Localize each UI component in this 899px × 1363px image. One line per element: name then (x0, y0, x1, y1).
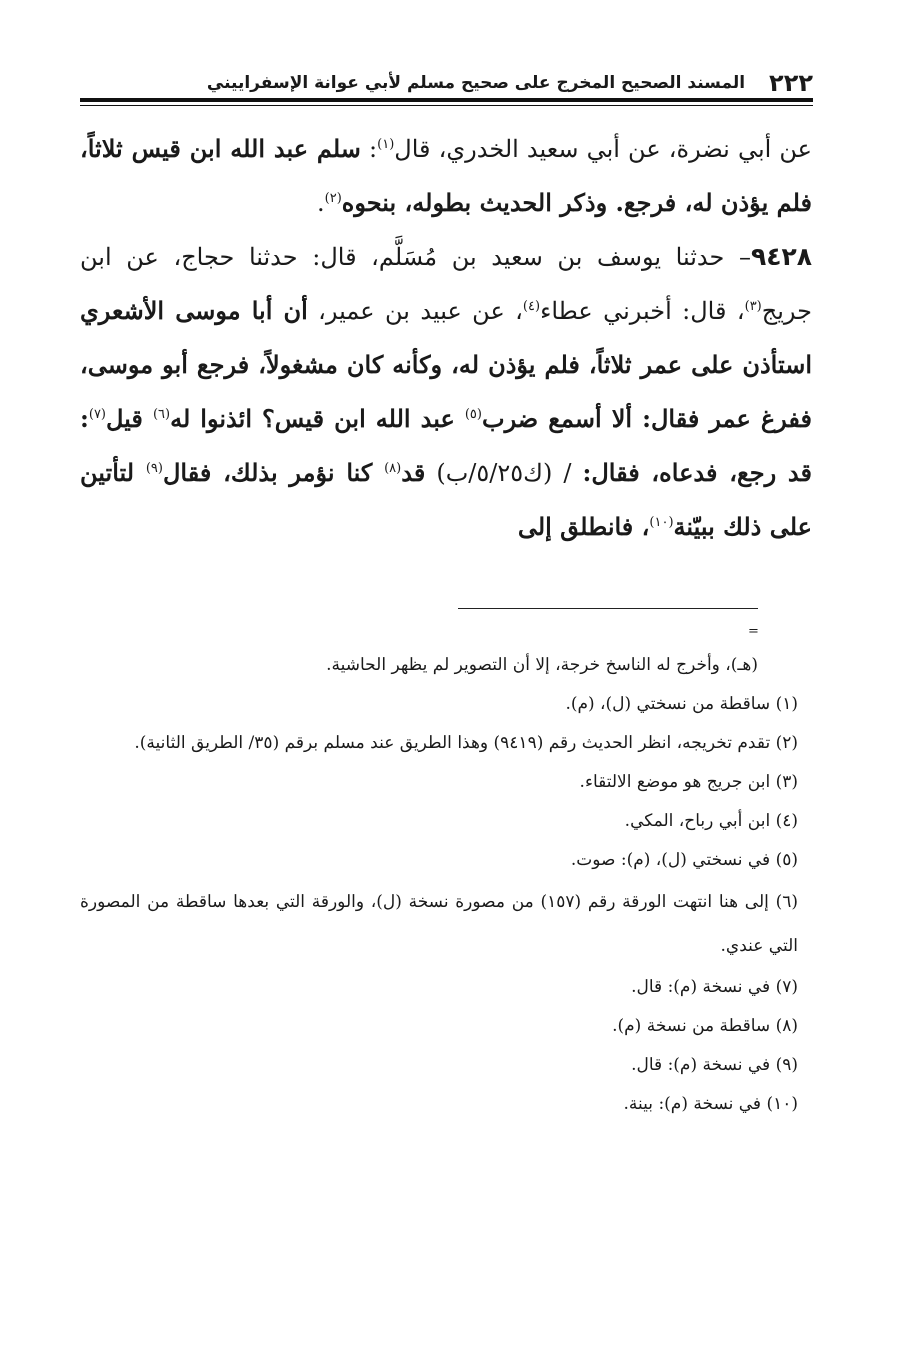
matn-text: كنا نؤمر بذلك، فقال (162, 458, 385, 487)
footnote-item: (٩) في نسخة (م): قال. (631, 1055, 798, 1075)
paragraph-continuation (80, 122, 812, 230)
footnote-item: (٣) ابن جريج هو موضع الالتقاء. (579, 772, 798, 792)
text-run: عن أبي نضرة، عن أبي سعيد الخدري، قال (394, 135, 813, 163)
text-run: . (317, 189, 325, 217)
footnote-item: (٧) في نسخة (م): قال. (631, 977, 798, 997)
isnad-text: ، قال: أخبرني عطاء (540, 297, 745, 325)
text-run: : (360, 135, 378, 163)
matn-text: قيل (106, 404, 153, 433)
isnad-text: ، عن عبيد بن عمير، (307, 297, 523, 325)
header-rule-thin (80, 105, 813, 106)
footnote-ref: (١) (377, 137, 395, 152)
matn-text: عبد الله ابن قيس؟ ائذنوا له (170, 404, 465, 433)
matn-text: : قد رجع، فدعاه، فقال: (80, 404, 812, 487)
footnote-item: (١٠) في نسخة (م): بينة. (623, 1094, 798, 1114)
footnote-ref: (٣) (744, 299, 762, 314)
hadith-text: سلم عبد الله ابن قيس ثلاثاً، فلم يؤذن له، فرجع. وذكر الحديث بطوله، بنحوه (80, 134, 812, 217)
footnote-ref: (٧) (88, 407, 106, 422)
continuation-mark: = (748, 624, 759, 639)
footnote-separator (458, 608, 758, 609)
footnote-ref: (٥) (464, 407, 482, 422)
matn-text: لتأتين على ذلك ببيّنة (80, 458, 812, 541)
hadith-number: ٩٤٢٨ (750, 242, 812, 271)
matn-text: أن أبا موسى الأشعري استأذن على عمر ثلاثاً، فلم يؤذن له، وكأنه كان مشغولاً، فرجع أبو موسى، ففرغ عمر فقال: ألا أسمع ضرب (80, 296, 813, 433)
footnote-item: (٥) في نسختي (ل)، (م): صوت. (570, 850, 798, 870)
footnote-item: (٦) إلى هنا انتهت الورقة رقم (١٥٧) من مصورة نسخة (ل)، والورقة التي بعدها ساقطة من المصورة التي عندي. (80, 892, 798, 956)
footnote-ref: (٤) (522, 299, 541, 314)
running-header (80, 66, 813, 98)
footnote-item: (٤) ابن أبي رباح، المكي. (624, 811, 798, 831)
footnote-ref: (٨) (384, 461, 402, 476)
book-title: المسند الصحيح المخرج على صحيح مسلم لأبي عوانة الإسفراييني (206, 73, 746, 93)
hadith-9428 (80, 230, 812, 554)
footnote-ref: (١٠) (649, 515, 674, 530)
footnote-item: (٨) ساقطة من نسخة (م). (612, 1016, 798, 1036)
footnote-ref: (٦) (152, 407, 171, 422)
page-number: ٢٢٢ (769, 69, 813, 97)
matn-text: ، فانطلق إلى (517, 512, 650, 541)
matn-text: قد (401, 458, 426, 487)
isnad-text: – حدثنا يوسف بن سعيد بن مُسَلَّم، قال: حدثنا حجاج، عن ابن جريج (80, 243, 812, 325)
footnote-ref: (٩) (145, 461, 163, 476)
manuscript-folio-mark: / (ك٥/٢٥/ب) (425, 459, 583, 487)
header-rule-thick (80, 98, 813, 102)
footnotes (80, 646, 798, 1124)
footnote-continuation: (هـ)، وأخرج له الناسخ خرجة، إلا أن التصوير لم يظهر الحاشية. (326, 655, 758, 675)
footnote-item: (٢) تقدم تخريجه، انظر الحديث رقم (٩٤١٩) وهذا الطريق عند مسلم برقم (٣٥/ الطريق الثانية). (134, 733, 798, 753)
main-text (80, 122, 812, 554)
footnote-ref: (٢) (324, 191, 342, 206)
footnote-item: (١) ساقطة من نسختي (ل)، (م). (565, 694, 798, 714)
